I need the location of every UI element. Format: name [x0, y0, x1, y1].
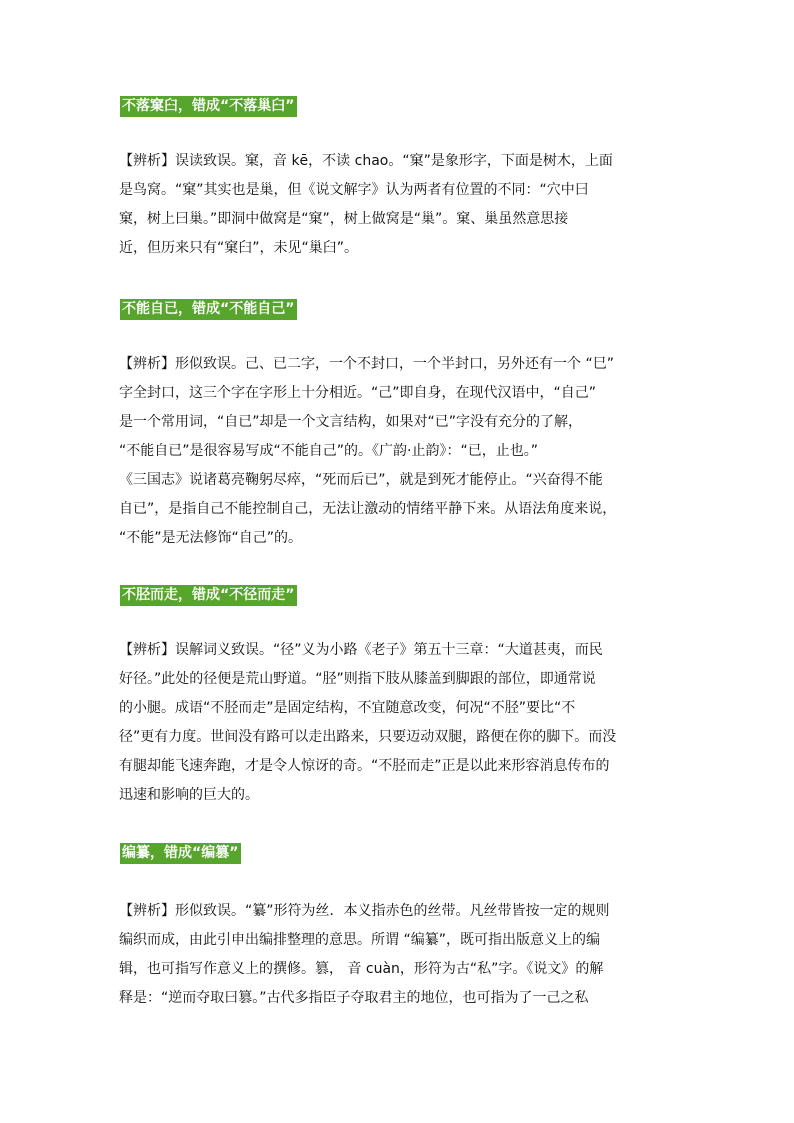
body-line: 【辨析】形似致误。“纂”形符为丝．本义指赤色的丝带。凡丝带皆按一定的规则 — [119, 903, 610, 919]
body-line: 编织而成，由此引申出编排整理的意思。所谓 “编纂”，既可指出版意义上的编 — [119, 932, 600, 948]
section-heading-2: 不能自已，错成“不能自己” — [120, 299, 297, 320]
body-line: 好径。”此处的径便是荒山野道。“胫”则指下肢从膝盖到脚跟的部位，即通常说 — [119, 671, 596, 687]
section-heading-3: 不胫而走，错成“不径而走” — [120, 585, 297, 606]
body-line: “不能”是无法修饰“自己”的。 — [119, 530, 303, 546]
body-line: 字全封口，这三个字在字形上十分相近。“己”即自身，在现代汉语中，“自己” — [119, 385, 597, 401]
body-line: 迅速和影响的巨大的。 — [119, 787, 259, 803]
body-line: 的小腿。成语“不胫而走”是固定结构，不宜随意改变，何况“不胫”要比“不 — [119, 700, 576, 716]
body-line: 窠，树上曰巢。”即洞中做窝是“窠”，树上做窝是“巢”。窠、巢虽然意思接 — [119, 211, 569, 227]
section-heading-1: 不落窠臼，错成“不落巢臼” — [120, 96, 297, 117]
body-line: 是一个常用词，“自已”却是一个文言结构，如果对“已”字没有充分的了解， — [119, 414, 583, 430]
body-line: 【辨析】形似致误。己、已二字，一个不封口，一个半封口，另外还有一个 “巳” — [119, 356, 614, 372]
body-line: 【辨析】误解词义致误。“径”义为小路《老子》第五十三章：“大道甚夷，而民 — [119, 642, 603, 658]
body-line: 【辨析】误读致误。窠，音 kē，不读 chao。“窠”是象形字，下面是树木，上面 — [119, 153, 613, 169]
body-line: 是鸟窝。“窠”其实也是巢，但《说文解字》认为两者有位置的不同：“穴中曰 — [119, 182, 589, 198]
body-line: 有腿却能飞速奔跑，才是令人惊讶的奇。“不胫而走”正是以此来形容消息传布的 — [119, 758, 610, 774]
section-body-3 — [119, 636, 679, 810]
body-line: 自已”，是指自己不能控制自己，无法让激动的情绪平静下来。从语法角度来说， — [119, 501, 617, 517]
body-line: 近，但历来只有“窠臼”，未见“巢臼”。 — [119, 240, 359, 256]
section-body-4 — [119, 897, 679, 1013]
body-line: 《三国志》说诸葛亮鞠躬尽瘁，“死而后已”，就是到死才能停止。“兴奋得不能 — [119, 472, 603, 488]
body-line: 辑，也可指写作意义上的撰修。篡， 音 cuàn，形符为古“私”字。《说文》的解 — [119, 961, 604, 977]
body-line: “不能自已”是很容易写成“不能自己”的。《广韵·止韵》：“已，止也。” — [119, 443, 538, 459]
body-line: 释是：“逆而夺取曰篡。”古代多指臣子夺取君主的地位，也可指为了一己之私 — [119, 990, 589, 1006]
body-line: 径”更有力度。世间没有路可以走出路来，只要迈动双腿，路便在你的脚下。而没 — [119, 729, 617, 745]
section-body-2 — [119, 350, 679, 553]
section-body-1 — [119, 147, 679, 263]
section-heading-4: 编纂，错成“编篡” — [120, 843, 241, 864]
